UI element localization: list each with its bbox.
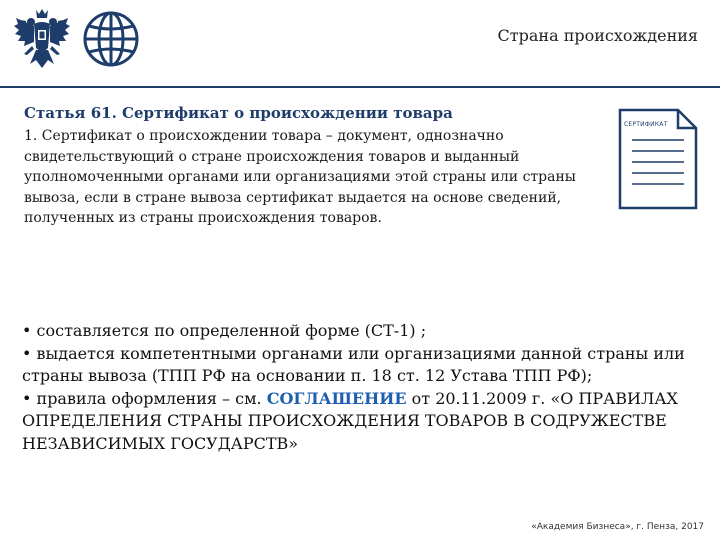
slide-header: [0, 0, 720, 90]
slide-title: Страна происхождения: [497, 26, 698, 45]
double-headed-eagle-icon: [12, 8, 72, 72]
globe-icon: [82, 10, 140, 68]
agreement-link[interactable]: СОГЛАШЕНИЕ: [266, 388, 407, 408]
footer-credit: «Академия Бизнеса», г. Пенза, 2017: [531, 522, 704, 532]
article-title: Статья 61. Сертификат о происхождении товара: [24, 104, 453, 122]
header-divider: [0, 86, 720, 88]
bullet-list: [22, 320, 702, 455]
bullet-item: [22, 388, 702, 456]
bullet-item: • составляется по определенной форме (СТ-1) ;: [22, 321, 427, 340]
article-paragraph: 1. Сертификат о происхождении товара – документ, однозначно свидетельствующий о стране происхождения товаров и выданный уполномоченными органами или организациями этой страны или страны вывоза, если в стране вывоза сертификат выдается на основе сведений, полученных из страны происхождения товаров.: [24, 128, 576, 226]
certificate-caption: СЕРТИФИКАТ: [624, 121, 668, 128]
bullet-prefix: • правила оформления – см.: [22, 388, 267, 408]
bullet-suffix: от 20.11.2009 г. «О ПРАВИЛАХ ОПРЕДЕЛЕНИЯ СТРАНЫ ПРОИСХОЖДЕНИЯ ТОВАРОВ В СОДРУЖЕСТВЕ НЕЗАВИСИМЫХ ГОСУДАРСТВ»: [22, 388, 678, 453]
bullet-item: • выдается компетентными органами или организациями данной страны или страны вывоза (ТПП РФ на основании п. 18 ст. 12 Устава ТПП РФ);: [22, 343, 685, 385]
